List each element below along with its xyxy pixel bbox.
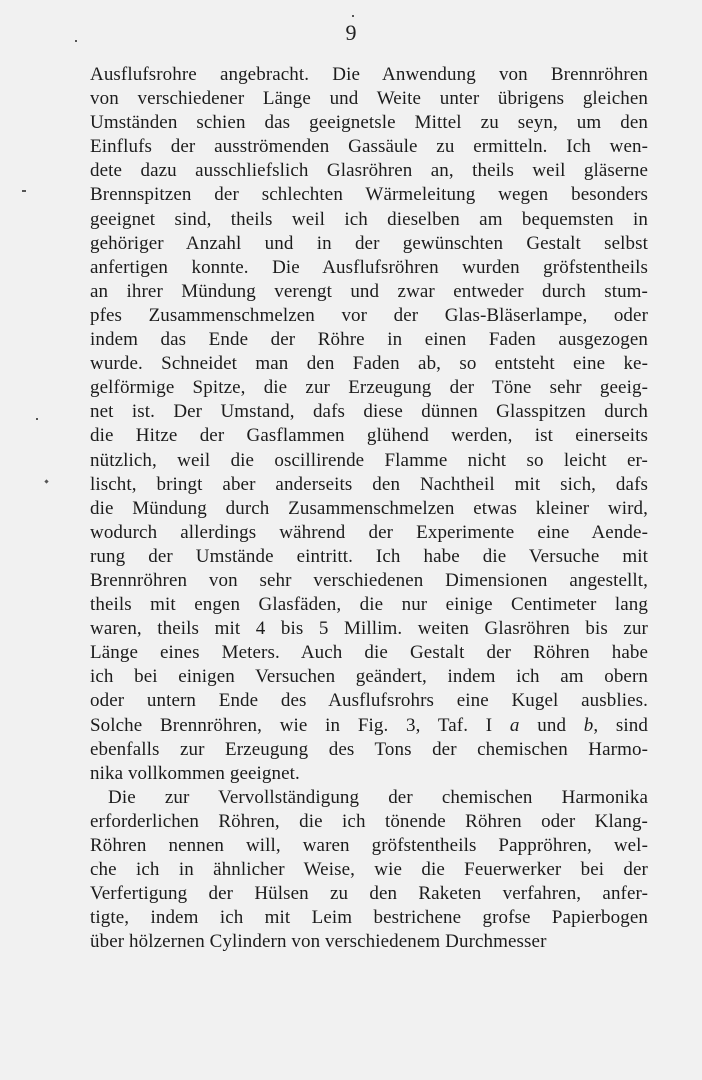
text-line: indem das Ende der Röhre in einen Faden ausgezogen (90, 329, 648, 351)
text-line: ebenfalls zur Erzeugung des Tons der chemischen Harmo- (90, 738, 648, 760)
text-line: Die zur Vervollständigung der chemischen Harmonika (108, 786, 648, 808)
text-line: gehöriger Anzahl und in der gewünschten Gestalt selbst (90, 232, 648, 254)
text-line: net ist. Der Umstand, dafs diese dünnen Glasspitzen durch (90, 401, 648, 423)
text-line: lischt, bringt aber anderseits den Nachtheil mit sich, dafs (90, 473, 648, 495)
text-line: oder untern Ende des Ausflufsrohrs eine Kugel ausblies. (90, 690, 648, 712)
text-line: rung der Umstände eintritt. Ich habe die Versuche mit (90, 545, 648, 567)
text-line: Ausflufsrohre angebracht. Die Anwendung von Brennröhren (90, 64, 648, 85)
text-line: tigte, indem ich mit Leim bestrichene grofse Papierbogen (90, 907, 648, 929)
scan-speck (36, 418, 38, 420)
text-line: dete dazu ausschliefslich Glasröhren an, theils weil gläserne (90, 160, 648, 182)
text-line: pfes Zusammenschmelzen vor der Glas-Bläserlampe, oder (90, 304, 648, 326)
text-line: Verfertigung der Hülsen zu den Raketen verfahren, anfer- (90, 883, 648, 905)
text-line: theils mit engen Glasfäden, die nur einige Centimeter lang (90, 594, 648, 616)
text-line: Röhren nennen will, waren gröfstentheils Pappröhren, wel- (90, 835, 648, 856)
paragraph-1 (90, 63, 648, 786)
text-line: waren, theils mit 4 bis 5 Millim. weiten Glasröhren bis zur (90, 618, 648, 640)
text-line: Umständen schien das geeignetsle Mittel zu seyn, um den (90, 112, 648, 134)
text-line: erforderlichen Röhren, die ich tönende Röhren oder Klang- (90, 810, 648, 832)
text-line: Brennspitzen der schlechten Wärmeleitung wegen besonders (90, 184, 648, 206)
text-line: Länge eines Meters. Auch die Gestalt der Röhren habe (90, 642, 648, 664)
text-line: die Hitze der Gasflammen glühend werden, ist einerseits (90, 425, 648, 447)
text-line: nützlich, weil die oscillirende Flamme nicht so leicht er- (90, 449, 648, 471)
text-line: geeignet sind, theils weil ich dieselben am bequemsten in (90, 208, 648, 230)
paragraph-2 (90, 786, 648, 955)
page-number: 9 (345, 20, 357, 45)
body-text (90, 63, 648, 954)
text-line: anfertigen konnte. Die Ausflufsröhren wurden gröfstentheils (90, 256, 648, 278)
text-line: nika vollkommen geeignet. (90, 762, 300, 784)
scan-speck (22, 190, 26, 192)
text-line: wurde. Schneidet man den Faden ab, so entsteht eine ke- (90, 353, 648, 375)
scan-speck (352, 15, 354, 17)
text-line: an ihrer Mündung verengt und zwar entweder durch stum- (90, 280, 648, 302)
text-line: Brennröhren von sehr verschiedenen Dimensionen angestellt, (90, 569, 648, 591)
text-line: von verschiedener Länge und Weite unter übrigens gleichen (90, 88, 648, 110)
text-line: ich bei einigen Versuchen geändert, indem ich am obern (90, 666, 648, 688)
scan-speck (44, 479, 48, 483)
text-line: che ich in ähnlicher Weise, wie die Feuerwerker bei der (90, 859, 648, 881)
text-line: wodurch allerdings während der Experimente eine Aende- (90, 521, 648, 543)
text-line: Solche Brennröhren, wie in Fig. 3, Taf. I a und b, sind (90, 714, 649, 736)
text-line: über hölzernen Cylindern von verschiedenem Durchmesser (90, 931, 547, 953)
text-line: die Mündung durch Zusammenschmelzen etwas kleiner wird, (90, 497, 648, 519)
scan-speck (75, 40, 77, 42)
text-line: gelförmige Spitze, die zur Erzeugung der Töne sehr geeig- (90, 377, 648, 399)
text-line: Einflufs der ausströmenden Gassäule zu ermitteln. Ich wen- (90, 136, 648, 158)
